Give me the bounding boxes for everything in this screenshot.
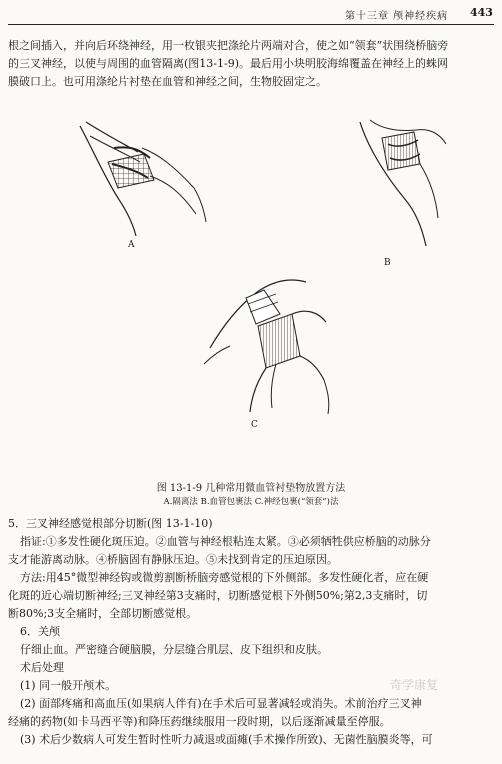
figure-subcaption: A.隔离法 B.血管包裹法 C.神经包裹(“领套”)法 (163, 497, 339, 507)
header-rule (8, 24, 494, 25)
section-heading: 术后处理 (20, 661, 64, 674)
paragraph-line: 指证:①多发性硬化斑压迫。②血管与神经根粘连太紧。③必须牺牲供应桥脑的动脉分 (20, 535, 431, 548)
figure-caption: 图 13-1-9 几种常用微血管衬垫物放置方法 (156, 483, 346, 494)
figure-panel-b (340, 118, 450, 248)
list-item: (2) 面部疼痛和高血压(如果病人伴有)在手术后可显著减轻或消失。术前治疗三叉神 (20, 697, 422, 710)
figure-panel-a (78, 118, 208, 238)
page-number: 443 (470, 6, 493, 19)
chapter-title: 第十三章 颅神经疾病 (345, 11, 449, 22)
paragraph-line: 支才能游离动脉。④桥脑固有静脉压迫。⑤未找到肯定的压迫原因。 (8, 553, 338, 566)
panel-label-b: B (384, 258, 391, 268)
list-item: (1) 同一般开颅术。 (20, 679, 117, 692)
paragraph-line: 膜破口上。也可用涤纶片衬垫在血管和神经之间，生物胶固定之。 (8, 75, 327, 88)
panel-label-c: C (251, 420, 258, 430)
paragraph-line: 仔细止血。严密缝合硬脑膜，分层缝合肌层、皮下组织和皮肤。 (20, 643, 328, 656)
paragraph-line: 经痛的药物(如卡马西平等)和降压药继续服用一段时期，以后逐渐减量至停服。 (8, 715, 391, 728)
paragraph-line: 根之间插入，并向后环绕神经，用一枚银夹把涤纶片两端对合，使之如“领套”状围绕桥脑旁 (8, 39, 449, 52)
watermark: 奇学康复 (390, 678, 439, 692)
section-heading: 6．关颅 (20, 625, 60, 638)
panel-label-a: A (128, 240, 135, 250)
list-item: (3) 术后少数病人可发生暂时性听力减退或面瘫(手术操作所致)、无菌性脑膜炎等，可 (20, 733, 433, 746)
section-heading: 5．三叉神经感觉根部分切断(图 13-1-10) (8, 517, 213, 530)
paragraph-line: 方法:用45°微型神经钩或微剪割断桥脑旁感觉根的下外侧部。多发性硬化者，应在硬 (20, 571, 429, 584)
paragraph-line: 断80%;3支全痛时，全部切断感觉根。 (8, 607, 198, 620)
paragraph-line: 的三叉神经，以使与周围的血管隔离(图13-1-9)。最后用小块明胶海绵覆盖在神经上的蛛网 (8, 57, 449, 70)
page-header (0, 0, 502, 28)
figure-panel-c (200, 268, 340, 418)
paragraph-line: 化斑的近心端切断神经;三叉神经第3支痛时，切断感觉根下外侧50%;第2,3支痛时，切 (8, 589, 428, 602)
